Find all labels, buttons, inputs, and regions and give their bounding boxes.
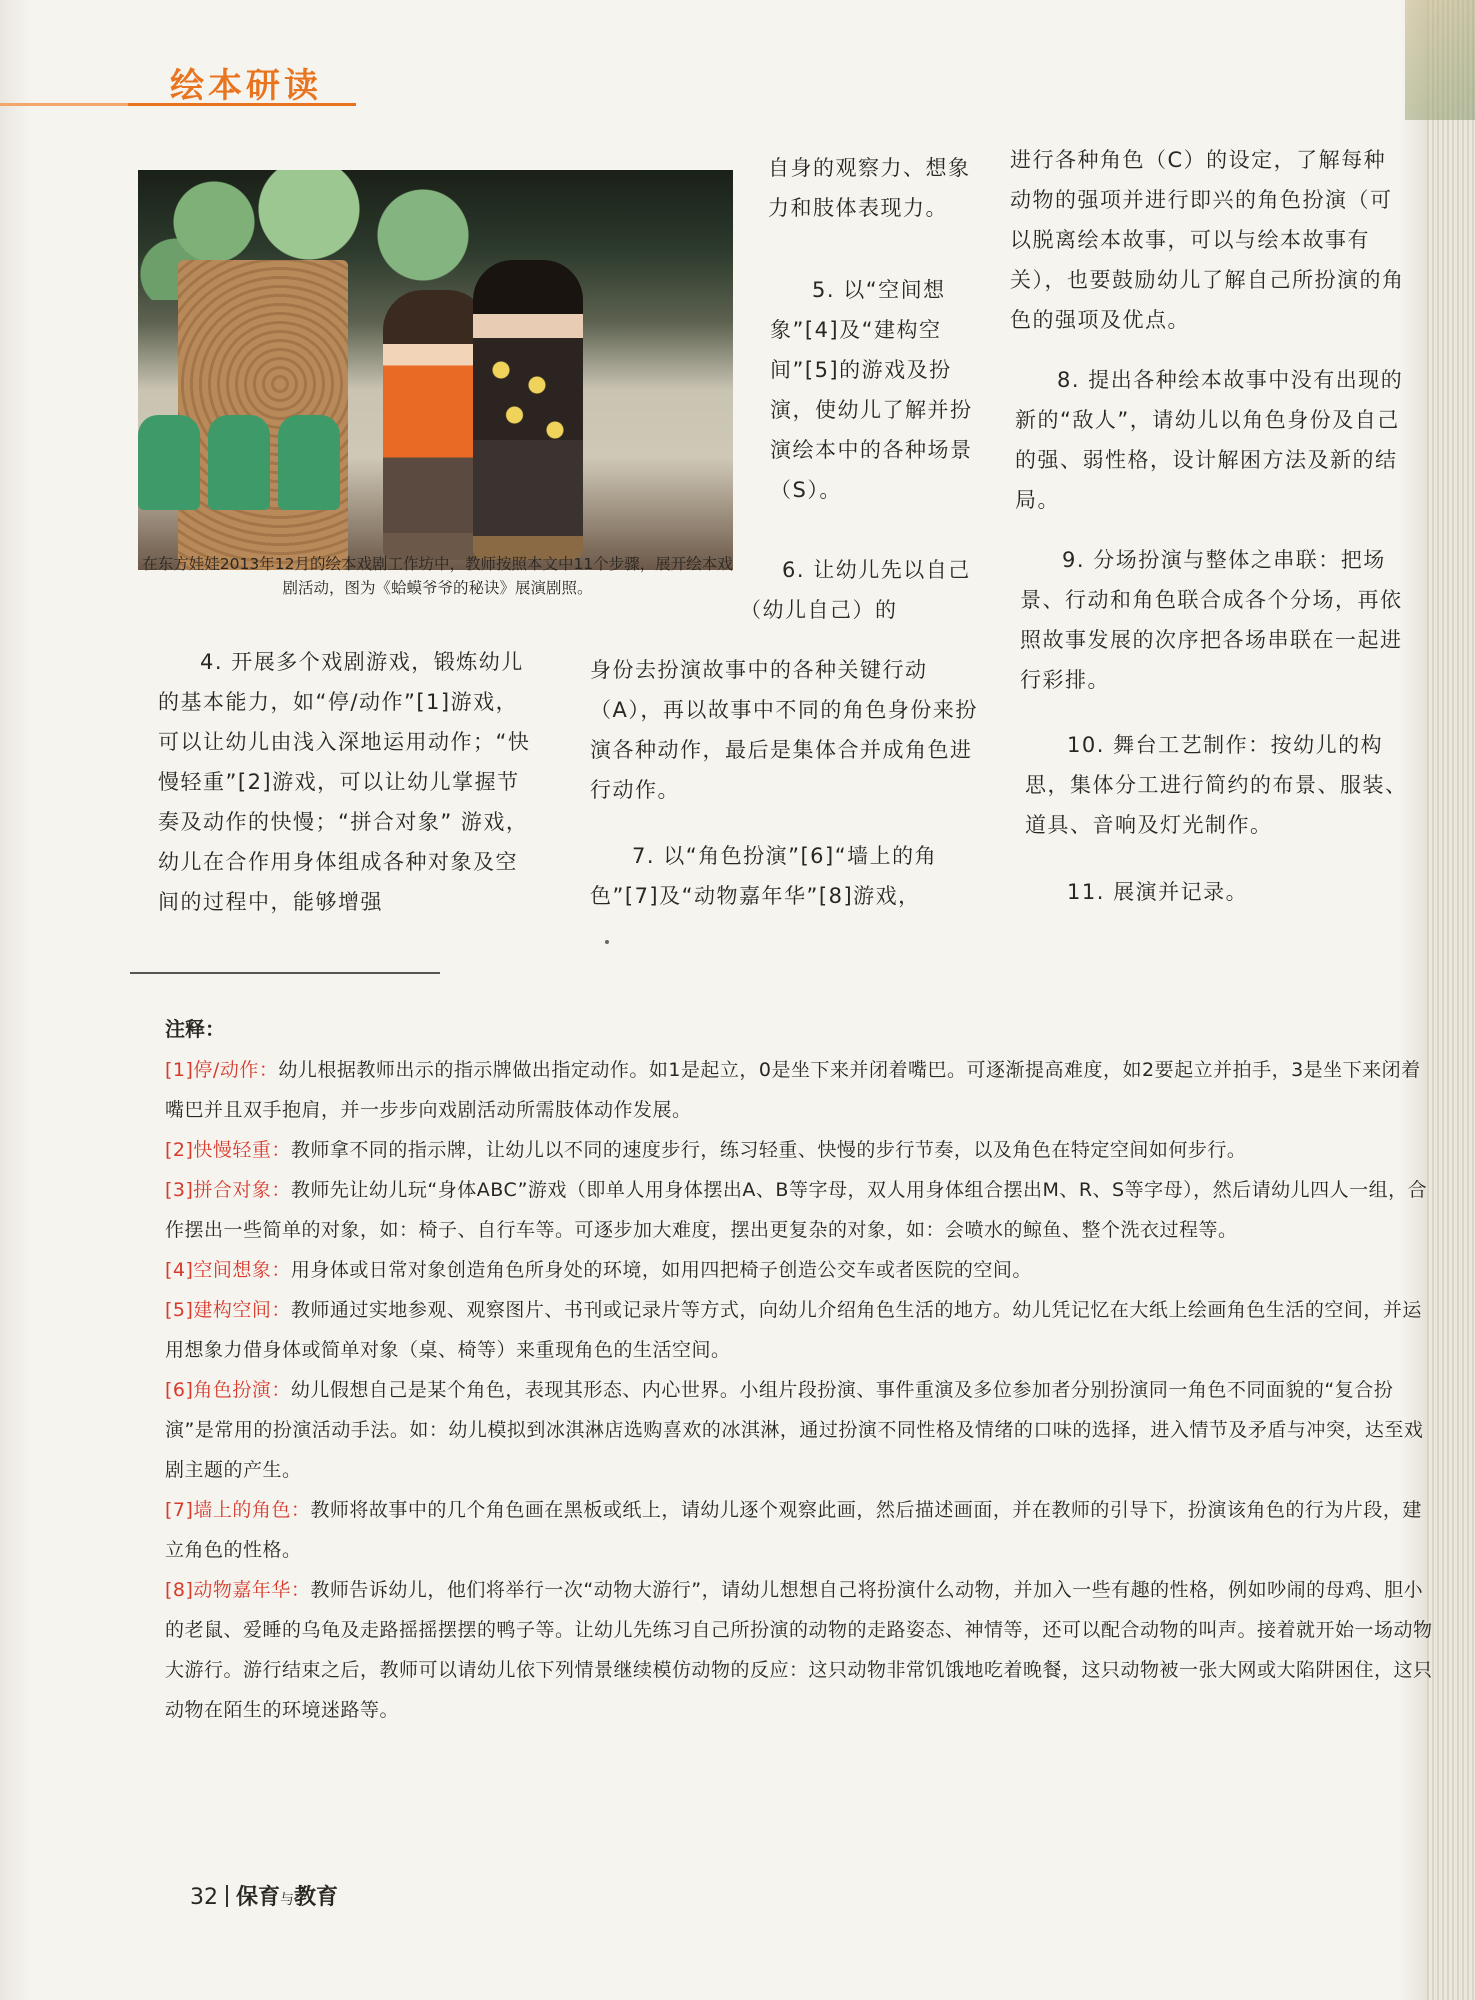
note-text: 教师先让幼儿玩“身体ABC”游戏（即单人用身体摆出A、B等字母，双人用身体组合摆出M、R、S等字母），然后请幼儿四人一组，合作摆出一些简单的对象，如：椅子、自行车等。可逐步加大难度，摆出更复杂的对象，如：会喷水的鲸鱼、整个洗衣过程等。: [165, 1179, 1428, 1241]
note-text: 教师拿不同的指示牌，让幼儿以不同的速度步行，练习轻重、快慢的步行节奏，以及角色在特定空间如何步行。: [290, 1139, 1247, 1161]
note-tag: [2]快慢轻重：: [165, 1139, 291, 1161]
paragraph-step-4: 4. 开展多个戏剧游戏，锻炼幼儿的基本能力，如“停/动作”[1]游戏，可以让幼儿由浅入深地运用动作；“快慢轻重”[2]游戏，可以让幼儿掌握节奏及动作的快慢；“拼合对象” 游戏，幼儿在合作用身体组成各种对象及空间的过程中，能够增强: [158, 650, 531, 914]
paragraph-step-9: 9. 分场扮演与整体之串联：把场景、行动和角色联合成各个分场，再依照故事发展的次序把各场串联在一起进行彩排。: [1020, 548, 1403, 692]
note-text: 用身体或日常对象创造角色所身处的环境，如用四把椅子创造公交车或者医院的空间。: [290, 1259, 1032, 1281]
notes-list: [165, 1050, 1435, 1730]
note-text: 教师告诉幼儿，他们将举行一次“动物大游行”，请幼儿想想自己将扮演什么动物，并加入一些有趣的性格，例如吵闹的母鸡、胆小的老鼠、爱睡的乌龟及走路摇摇摆摆的鸭子等。让幼儿先练习自己所扮演的动物的走路姿态、神情等，还可以配合动物的叫声。接着就开始一场动物大游行。游行结束之后，教师可以请幼儿依下列情景继续模仿动物的反应：这只动物非常饥饿地吃着晚餐，这只动物被一张大网或大陷阱困住，这只动物在陌生的环境迷路等。: [165, 1579, 1433, 1721]
header-rule-left: [0, 103, 128, 106]
note-tag: [4]空间想象：: [165, 1259, 291, 1281]
note-tag: [5]建构空间：: [165, 1299, 291, 1321]
note-text: 幼儿根据教师出示的指示牌做出指定动作。如1是起立，0是坐下来并闭着嘴巴。可逐渐提高难度，如2要起立并拍手，3是坐下来闭着嘴巴并且双手抱肩，并一步步向戏剧活动所需肢体动作发展。: [165, 1059, 1421, 1121]
note-item: [165, 1290, 1435, 1370]
photo-star-pattern: [483, 350, 573, 450]
footer-separator: [226, 1885, 228, 1907]
magazine-name-small: 与: [280, 1892, 295, 1908]
photo-chair: [278, 415, 340, 510]
page-footer: [190, 1880, 338, 1911]
note-item: [165, 1130, 1435, 1170]
note-text: 幼儿假想自己是某个角色，表现其形态、内心世界。小组片段扮演、事件重演及多位参加者分别扮演同一角色不同面貌的“复合扮演”是常用的扮演活动手法。如：幼儿模拟到冰淇淋店选购喜欢的冰淇淋，通过扮演不同性格及情绪的口味的选择，进入情节及矛盾与冲突，达至戏剧主题的产生。: [165, 1379, 1424, 1481]
note-text: 教师通过实地参观、观察图片、书刊或记录片等方式，向幼儿介绍角色生活的地方。幼儿凭记忆在大纸上绘画角色生活的空间，并运用想象力借身体或简单对象（桌、椅等）来重现角色的生活空间。: [165, 1299, 1422, 1361]
magazine-name-part: 保育: [236, 1885, 281, 1910]
paragraph-step-6: 身份去扮演故事中的各种关键行动（A），再以故事中不同的角色身份来扮演各种动作，最后是集体合并成角色进行动作。: [590, 658, 978, 802]
note-tag: [3]拼合对象：: [165, 1179, 291, 1201]
paragraph-step-7: 7. 以“角色扮演”[6]“墙上的角色”[7]及“动物嘉年华”[8]游戏，: [590, 844, 938, 908]
notes-title: 注释：: [165, 1017, 225, 1041]
note-item: [165, 1170, 1435, 1250]
notes-divider: [130, 972, 440, 974]
note-tag: [6]角色扮演：: [165, 1379, 291, 1401]
note-text: 教师将故事中的几个角色画在黑板或纸上，请幼儿逐个观察此画，然后描述画面，并在教师的引导下，扮演该角色的行为片段，建立角色的性格。: [165, 1499, 1422, 1561]
section-title: 绘本研读: [170, 66, 322, 106]
paragraph-step-8: 8. 提出各种绘本故事中没有出现的新的“敌人”，请幼儿以角色身份及自己的强、弱性格，设计解困方法及新的结局。: [1015, 368, 1404, 512]
paragraph-step-7-continued: 进行各种角色（C）的设定，了解每种动物的强项并进行即兴的角色扮演（可以脱离绘本故事，可以与绘本故事有关），也要鼓励幼儿了解自己所扮演的角色的强项及优点。: [1010, 148, 1405, 332]
photo-chair: [208, 415, 270, 510]
photo-caption: 在东方娃娃2013年12月的绘本戏剧工作坊中，教师按照本文中11个步骤，展开绘本戏剧活动，图为《蛤蟆爷爷的秘诀》展演剧照。: [142, 555, 733, 597]
paragraph-step-11: 11. 展演并记录。: [1067, 880, 1249, 904]
magazine-name: [236, 1885, 338, 1910]
note-tag: [1]停/动作：: [165, 1059, 279, 1081]
note-item: [165, 1250, 1435, 1290]
paragraph-continued: 自身的观察力、想象力和肢体表现力。: [768, 156, 971, 220]
note-item: [165, 1050, 1435, 1130]
paragraph-step-5: 5. 以“空间想象”[4]及“建构空间”[5]的游戏及扮演，使幼儿了解并扮演绘本中的各种场景（S）。: [770, 278, 973, 502]
note-tag: [8]动物嘉年华：: [165, 1579, 311, 1601]
photo-chair: [138, 415, 200, 510]
note-item: [165, 1370, 1435, 1490]
page-number: 32: [190, 1885, 218, 1910]
note-item: [165, 1570, 1435, 1730]
note-item: [165, 1490, 1435, 1570]
punctuation-dot: [605, 940, 609, 944]
note-tag: [7]墙上的角色：: [165, 1499, 311, 1521]
stage-photo: [138, 170, 733, 570]
paragraph-step-6-intro: 6. 让幼儿先以自己（幼儿自己）的: [740, 558, 971, 622]
magazine-name-part: 教育: [294, 1885, 339, 1910]
corner-decoration: [1405, 0, 1475, 120]
paragraph-step-10: 10. 舞台工艺制作：按幼儿的构思，集体分工进行简约的布景、服装、道具、音响及灯光制作。: [1025, 733, 1408, 837]
